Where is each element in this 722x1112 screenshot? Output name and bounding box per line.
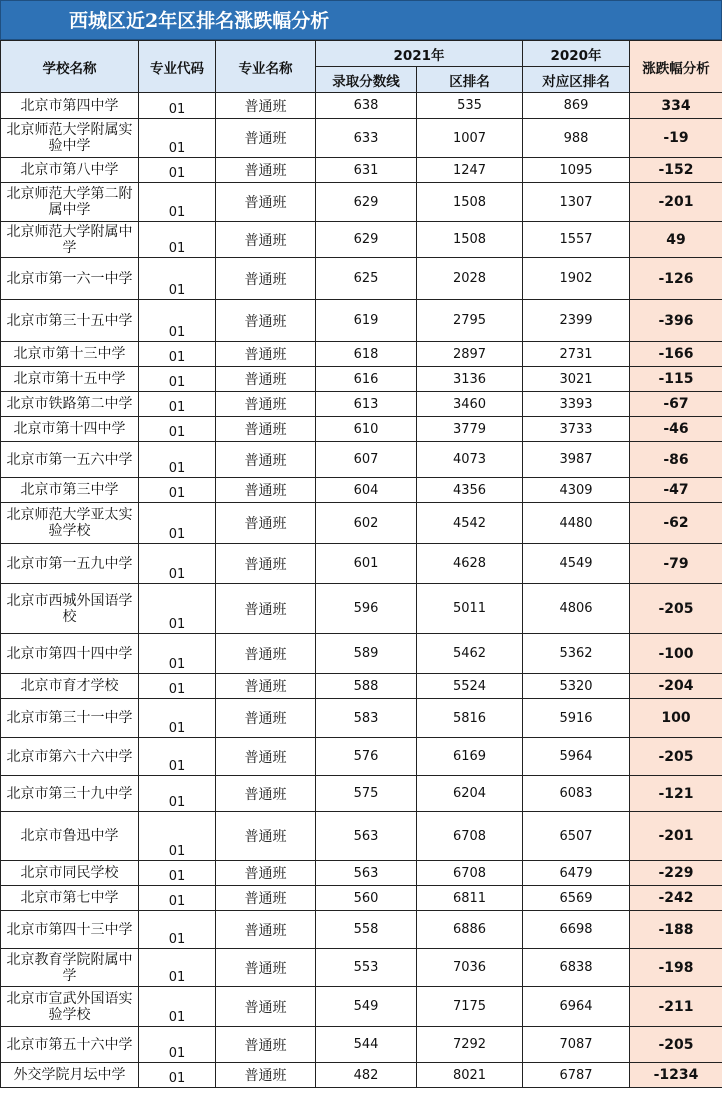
table-row xyxy=(1,342,722,367)
table-row xyxy=(1,674,722,699)
header-year-2020: 2020年 xyxy=(523,41,630,67)
table-row xyxy=(1,417,722,442)
header-rank: 区排名 xyxy=(417,67,523,93)
score-2021-cell: 563 xyxy=(316,861,417,886)
rank-2021-cell: 7036 xyxy=(417,949,523,987)
rank-2020-cell: 5320 xyxy=(523,674,630,699)
major-code-cell: 01 xyxy=(139,417,216,442)
major-code-cell: 01 xyxy=(139,812,216,861)
table-row xyxy=(1,222,722,258)
major-name-cell: 普通班 xyxy=(216,1027,316,1063)
table-row xyxy=(1,183,722,222)
major-code-cell: 01 xyxy=(139,738,216,776)
school-name-cell: 北京市第四中学 xyxy=(1,93,139,119)
rank-2021-cell: 2028 xyxy=(417,258,523,300)
school-name-cell: 北京市第三十九中学 xyxy=(1,776,139,812)
major-name-cell: 普通班 xyxy=(216,367,316,392)
rank-2021-cell: 5816 xyxy=(417,699,523,738)
table-row xyxy=(1,442,722,478)
score-2021-cell: 560 xyxy=(316,886,417,911)
school-name-cell: 北京市第十三中学 xyxy=(1,342,139,367)
table-row xyxy=(1,776,722,812)
school-name-cell: 北京市第三十一中学 xyxy=(1,699,139,738)
table-row xyxy=(1,367,722,392)
rank-2020-cell: 1902 xyxy=(523,258,630,300)
major-name-cell: 普通班 xyxy=(216,674,316,699)
header-year-2021: 2021年 xyxy=(316,41,523,67)
major-name-cell: 普通班 xyxy=(216,738,316,776)
rank-2020-cell: 6787 xyxy=(523,1063,630,1088)
major-name-cell: 普通班 xyxy=(216,1063,316,1088)
score-2021-cell: 553 xyxy=(316,949,417,987)
rank-2021-cell: 1508 xyxy=(417,183,523,222)
table-row xyxy=(1,119,722,158)
rank-2021-cell: 535 xyxy=(417,93,523,119)
rank-2020-cell: 3733 xyxy=(523,417,630,442)
major-code-cell: 01 xyxy=(139,911,216,949)
rank-change-cell: -229 xyxy=(630,861,722,886)
school-name-cell: 北京市第一五九中学 xyxy=(1,544,139,584)
major-name-cell: 普通班 xyxy=(216,886,316,911)
major-name-cell: 普通班 xyxy=(216,392,316,417)
major-code-cell: 01 xyxy=(139,544,216,584)
rank-2021-cell: 4356 xyxy=(417,478,523,503)
school-name-cell: 北京师范大学第二附属中学 xyxy=(1,183,139,222)
rank-2021-cell: 4542 xyxy=(417,503,523,544)
score-2021-cell: 589 xyxy=(316,634,417,674)
table-row xyxy=(1,300,722,342)
rank-change-cell: -166 xyxy=(630,342,722,367)
major-name-cell: 普通班 xyxy=(216,93,316,119)
table-row xyxy=(1,544,722,584)
score-2021-cell: 563 xyxy=(316,812,417,861)
table-row xyxy=(1,886,722,911)
rank-change-cell: -115 xyxy=(630,367,722,392)
school-name-cell: 北京市第四十四中学 xyxy=(1,634,139,674)
rank-2020-cell: 4806 xyxy=(523,584,630,634)
table-row xyxy=(1,911,722,949)
school-name-cell: 北京市宣武外国语实验学校 xyxy=(1,987,139,1027)
major-code-cell: 01 xyxy=(139,119,216,158)
rank-change-cell: 334 xyxy=(630,93,722,119)
rank-2020-cell: 6083 xyxy=(523,776,630,812)
rank-change-cell: -126 xyxy=(630,258,722,300)
major-code-cell: 01 xyxy=(139,342,216,367)
major-code-cell: 01 xyxy=(139,987,216,1027)
page-title: 西城区近2年区排名涨跌幅分析 xyxy=(0,0,722,40)
rank-2021-cell: 1007 xyxy=(417,119,523,158)
header-school: 学校名称 xyxy=(1,41,139,93)
rank-change-cell: -79 xyxy=(630,544,722,584)
score-2021-cell: 619 xyxy=(316,300,417,342)
major-name-cell: 普通班 xyxy=(216,119,316,158)
rank-change-cell: -47 xyxy=(630,478,722,503)
rank-change-cell: -188 xyxy=(630,911,722,949)
school-name-cell: 北京市铁路第二中学 xyxy=(1,392,139,417)
rank-2020-cell: 6838 xyxy=(523,949,630,987)
score-2021-cell: 544 xyxy=(316,1027,417,1063)
major-code-cell: 01 xyxy=(139,503,216,544)
major-code-cell: 01 xyxy=(139,367,216,392)
rank-2021-cell: 5011 xyxy=(417,584,523,634)
major-name-cell: 普通班 xyxy=(216,911,316,949)
rank-2021-cell: 3136 xyxy=(417,367,523,392)
major-code-cell: 01 xyxy=(139,442,216,478)
school-name-cell: 北京市西城外国语学校 xyxy=(1,584,139,634)
school-name-cell: 北京师范大学附属中学 xyxy=(1,222,139,258)
school-name-cell: 北京市第三十五中学 xyxy=(1,300,139,342)
major-name-cell: 普通班 xyxy=(216,634,316,674)
major-code-cell: 01 xyxy=(139,258,216,300)
major-code-cell: 01 xyxy=(139,158,216,183)
major-name-cell: 普通班 xyxy=(216,183,316,222)
score-2021-cell: 601 xyxy=(316,544,417,584)
table-row xyxy=(1,1027,722,1063)
score-2021-cell: 607 xyxy=(316,442,417,478)
table-row xyxy=(1,987,722,1027)
major-name-cell: 普通班 xyxy=(216,417,316,442)
rank-2021-cell: 2795 xyxy=(417,300,523,342)
major-code-cell: 01 xyxy=(139,949,216,987)
major-name-cell: 普通班 xyxy=(216,158,316,183)
major-code-cell: 01 xyxy=(139,183,216,222)
rank-2020-cell: 1307 xyxy=(523,183,630,222)
rank-2020-cell: 3021 xyxy=(523,367,630,392)
rank-2021-cell: 4628 xyxy=(417,544,523,584)
major-name-cell: 普通班 xyxy=(216,776,316,812)
school-name-cell: 北京师范大学亚太实验学校 xyxy=(1,503,139,544)
rank-2021-cell: 1508 xyxy=(417,222,523,258)
score-2021-cell: 616 xyxy=(316,367,417,392)
rank-2021-cell: 2897 xyxy=(417,342,523,367)
major-name-cell: 普通班 xyxy=(216,812,316,861)
score-2021-cell: 625 xyxy=(316,258,417,300)
header-score: 录取分数线 xyxy=(316,67,417,93)
table-row xyxy=(1,634,722,674)
rank-2020-cell: 6698 xyxy=(523,911,630,949)
rank-2020-cell: 3987 xyxy=(523,442,630,478)
score-2021-cell: 602 xyxy=(316,503,417,544)
major-name-cell: 普通班 xyxy=(216,949,316,987)
score-2021-cell: 583 xyxy=(316,699,417,738)
school-name-cell: 北京市第五十六中学 xyxy=(1,1027,139,1063)
rank-2021-cell: 6708 xyxy=(417,812,523,861)
ranking-table xyxy=(0,40,722,1088)
major-name-cell: 普通班 xyxy=(216,987,316,1027)
school-name-cell: 北京市第七中学 xyxy=(1,886,139,911)
rank-2021-cell: 6204 xyxy=(417,776,523,812)
major-name-cell: 普通班 xyxy=(216,503,316,544)
rank-2020-cell: 2399 xyxy=(523,300,630,342)
rank-2020-cell: 6569 xyxy=(523,886,630,911)
major-code-cell: 01 xyxy=(139,674,216,699)
rank-change-cell: -198 xyxy=(630,949,722,987)
table-row xyxy=(1,478,722,503)
major-name-cell: 普通班 xyxy=(216,300,316,342)
rank-2020-cell: 5964 xyxy=(523,738,630,776)
rank-change-cell: -19 xyxy=(630,119,722,158)
score-2021-cell: 610 xyxy=(316,417,417,442)
school-name-cell: 北京市第一六一中学 xyxy=(1,258,139,300)
rank-2021-cell: 4073 xyxy=(417,442,523,478)
rank-2020-cell: 4549 xyxy=(523,544,630,584)
major-name-cell: 普通班 xyxy=(216,861,316,886)
table-row xyxy=(1,258,722,300)
rank-change-cell: -201 xyxy=(630,812,722,861)
score-2021-cell: 631 xyxy=(316,158,417,183)
table-row xyxy=(1,584,722,634)
table-row xyxy=(1,812,722,861)
rank-2020-cell: 4480 xyxy=(523,503,630,544)
rank-2021-cell: 1247 xyxy=(417,158,523,183)
score-2021-cell: 588 xyxy=(316,674,417,699)
table-row xyxy=(1,738,722,776)
table-row xyxy=(1,699,722,738)
major-code-cell: 01 xyxy=(139,699,216,738)
table-row xyxy=(1,392,722,417)
rank-2021-cell: 5462 xyxy=(417,634,523,674)
rank-2020-cell: 869 xyxy=(523,93,630,119)
major-code-cell: 01 xyxy=(139,478,216,503)
rank-2021-cell: 6886 xyxy=(417,911,523,949)
rank-2021-cell: 6811 xyxy=(417,886,523,911)
rank-change-cell: -201 xyxy=(630,183,722,222)
rank-change-cell: -1234 xyxy=(630,1063,722,1088)
score-2021-cell: 558 xyxy=(316,911,417,949)
score-2021-cell: 576 xyxy=(316,738,417,776)
major-code-cell: 01 xyxy=(139,861,216,886)
school-name-cell: 北京教育学院附属中学 xyxy=(1,949,139,987)
score-2021-cell: 613 xyxy=(316,392,417,417)
score-2021-cell: 638 xyxy=(316,93,417,119)
rank-change-cell: -205 xyxy=(630,584,722,634)
score-2021-cell: 575 xyxy=(316,776,417,812)
major-code-cell: 01 xyxy=(139,93,216,119)
rank-change-cell: -204 xyxy=(630,674,722,699)
header-code: 专业代码 xyxy=(139,41,216,93)
school-name-cell: 北京市第十五中学 xyxy=(1,367,139,392)
score-2021-cell: 596 xyxy=(316,584,417,634)
table-body xyxy=(1,93,722,1088)
rank-2020-cell: 7087 xyxy=(523,1027,630,1063)
rank-2021-cell: 6708 xyxy=(417,861,523,886)
table-row xyxy=(1,93,722,119)
rank-change-cell: -46 xyxy=(630,417,722,442)
major-code-cell: 01 xyxy=(139,886,216,911)
score-2021-cell: 618 xyxy=(316,342,417,367)
rank-change-cell: -396 xyxy=(630,300,722,342)
rank-2020-cell: 1095 xyxy=(523,158,630,183)
rank-2020-cell: 6964 xyxy=(523,987,630,1027)
school-name-cell: 北京市第八中学 xyxy=(1,158,139,183)
school-name-cell: 北京市第四十三中学 xyxy=(1,911,139,949)
rank-change-cell: -62 xyxy=(630,503,722,544)
school-name-cell: 北京市第六十六中学 xyxy=(1,738,139,776)
table-row xyxy=(1,861,722,886)
school-name-cell: 外交学院月坛中学 xyxy=(1,1063,139,1088)
rank-2020-cell: 988 xyxy=(523,119,630,158)
school-name-cell: 北京市鲁迅中学 xyxy=(1,812,139,861)
score-2021-cell: 604 xyxy=(316,478,417,503)
rank-change-cell: -67 xyxy=(630,392,722,417)
score-2021-cell: 482 xyxy=(316,1063,417,1088)
rank-change-cell: -86 xyxy=(630,442,722,478)
school-name-cell: 北京市第三中学 xyxy=(1,478,139,503)
rank-change-cell: -242 xyxy=(630,886,722,911)
school-name-cell: 北京市第十四中学 xyxy=(1,417,139,442)
major-name-cell: 普通班 xyxy=(216,544,316,584)
rank-2021-cell: 3460 xyxy=(417,392,523,417)
major-name-cell: 普通班 xyxy=(216,222,316,258)
rank-2021-cell: 5524 xyxy=(417,674,523,699)
rank-change-cell: -205 xyxy=(630,738,722,776)
table-row xyxy=(1,949,722,987)
major-name-cell: 普通班 xyxy=(216,258,316,300)
rank-change-cell: -205 xyxy=(630,1027,722,1063)
rank-2020-cell: 5916 xyxy=(523,699,630,738)
rank-change-cell: -100 xyxy=(630,634,722,674)
school-name-cell: 北京市同民学校 xyxy=(1,861,139,886)
major-code-cell: 01 xyxy=(139,776,216,812)
table-header xyxy=(1,41,722,93)
rank-change-cell: 49 xyxy=(630,222,722,258)
major-code-cell: 01 xyxy=(139,300,216,342)
rank-2020-cell: 4309 xyxy=(523,478,630,503)
header-rank-2020: 对应区排名 xyxy=(523,67,630,93)
rank-change-cell: -121 xyxy=(630,776,722,812)
rank-2020-cell: 1557 xyxy=(523,222,630,258)
major-code-cell: 01 xyxy=(139,392,216,417)
table-row xyxy=(1,1063,722,1088)
table-row xyxy=(1,503,722,544)
rank-2021-cell: 7292 xyxy=(417,1027,523,1063)
score-2021-cell: 549 xyxy=(316,987,417,1027)
major-name-cell: 普通班 xyxy=(216,478,316,503)
rank-2021-cell: 3779 xyxy=(417,417,523,442)
major-code-cell: 01 xyxy=(139,1063,216,1088)
rank-2021-cell: 7175 xyxy=(417,987,523,1027)
major-name-cell: 普通班 xyxy=(216,699,316,738)
rank-2020-cell: 5362 xyxy=(523,634,630,674)
major-code-cell: 01 xyxy=(139,584,216,634)
major-code-cell: 01 xyxy=(139,1027,216,1063)
major-code-cell: 01 xyxy=(139,222,216,258)
rank-2020-cell: 3393 xyxy=(523,392,630,417)
rank-change-cell: -211 xyxy=(630,987,722,1027)
score-2021-cell: 629 xyxy=(316,222,417,258)
rank-change-cell: -152 xyxy=(630,158,722,183)
major-code-cell: 01 xyxy=(139,634,216,674)
header-change: 涨跌幅分析 xyxy=(630,41,722,93)
score-2021-cell: 633 xyxy=(316,119,417,158)
table-row xyxy=(1,158,722,183)
rank-2021-cell: 6169 xyxy=(417,738,523,776)
rank-2020-cell: 2731 xyxy=(523,342,630,367)
rank-2020-cell: 6479 xyxy=(523,861,630,886)
score-2021-cell: 629 xyxy=(316,183,417,222)
school-name-cell: 北京市第一五六中学 xyxy=(1,442,139,478)
school-name-cell: 北京市育才学校 xyxy=(1,674,139,699)
major-name-cell: 普通班 xyxy=(216,342,316,367)
rank-change-cell: 100 xyxy=(630,699,722,738)
header-major: 专业名称 xyxy=(216,41,316,93)
rank-2020-cell: 6507 xyxy=(523,812,630,861)
school-name-cell: 北京师范大学附属实验中学 xyxy=(1,119,139,158)
major-name-cell: 普通班 xyxy=(216,584,316,634)
major-name-cell: 普通班 xyxy=(216,442,316,478)
rank-2021-cell: 8021 xyxy=(417,1063,523,1088)
